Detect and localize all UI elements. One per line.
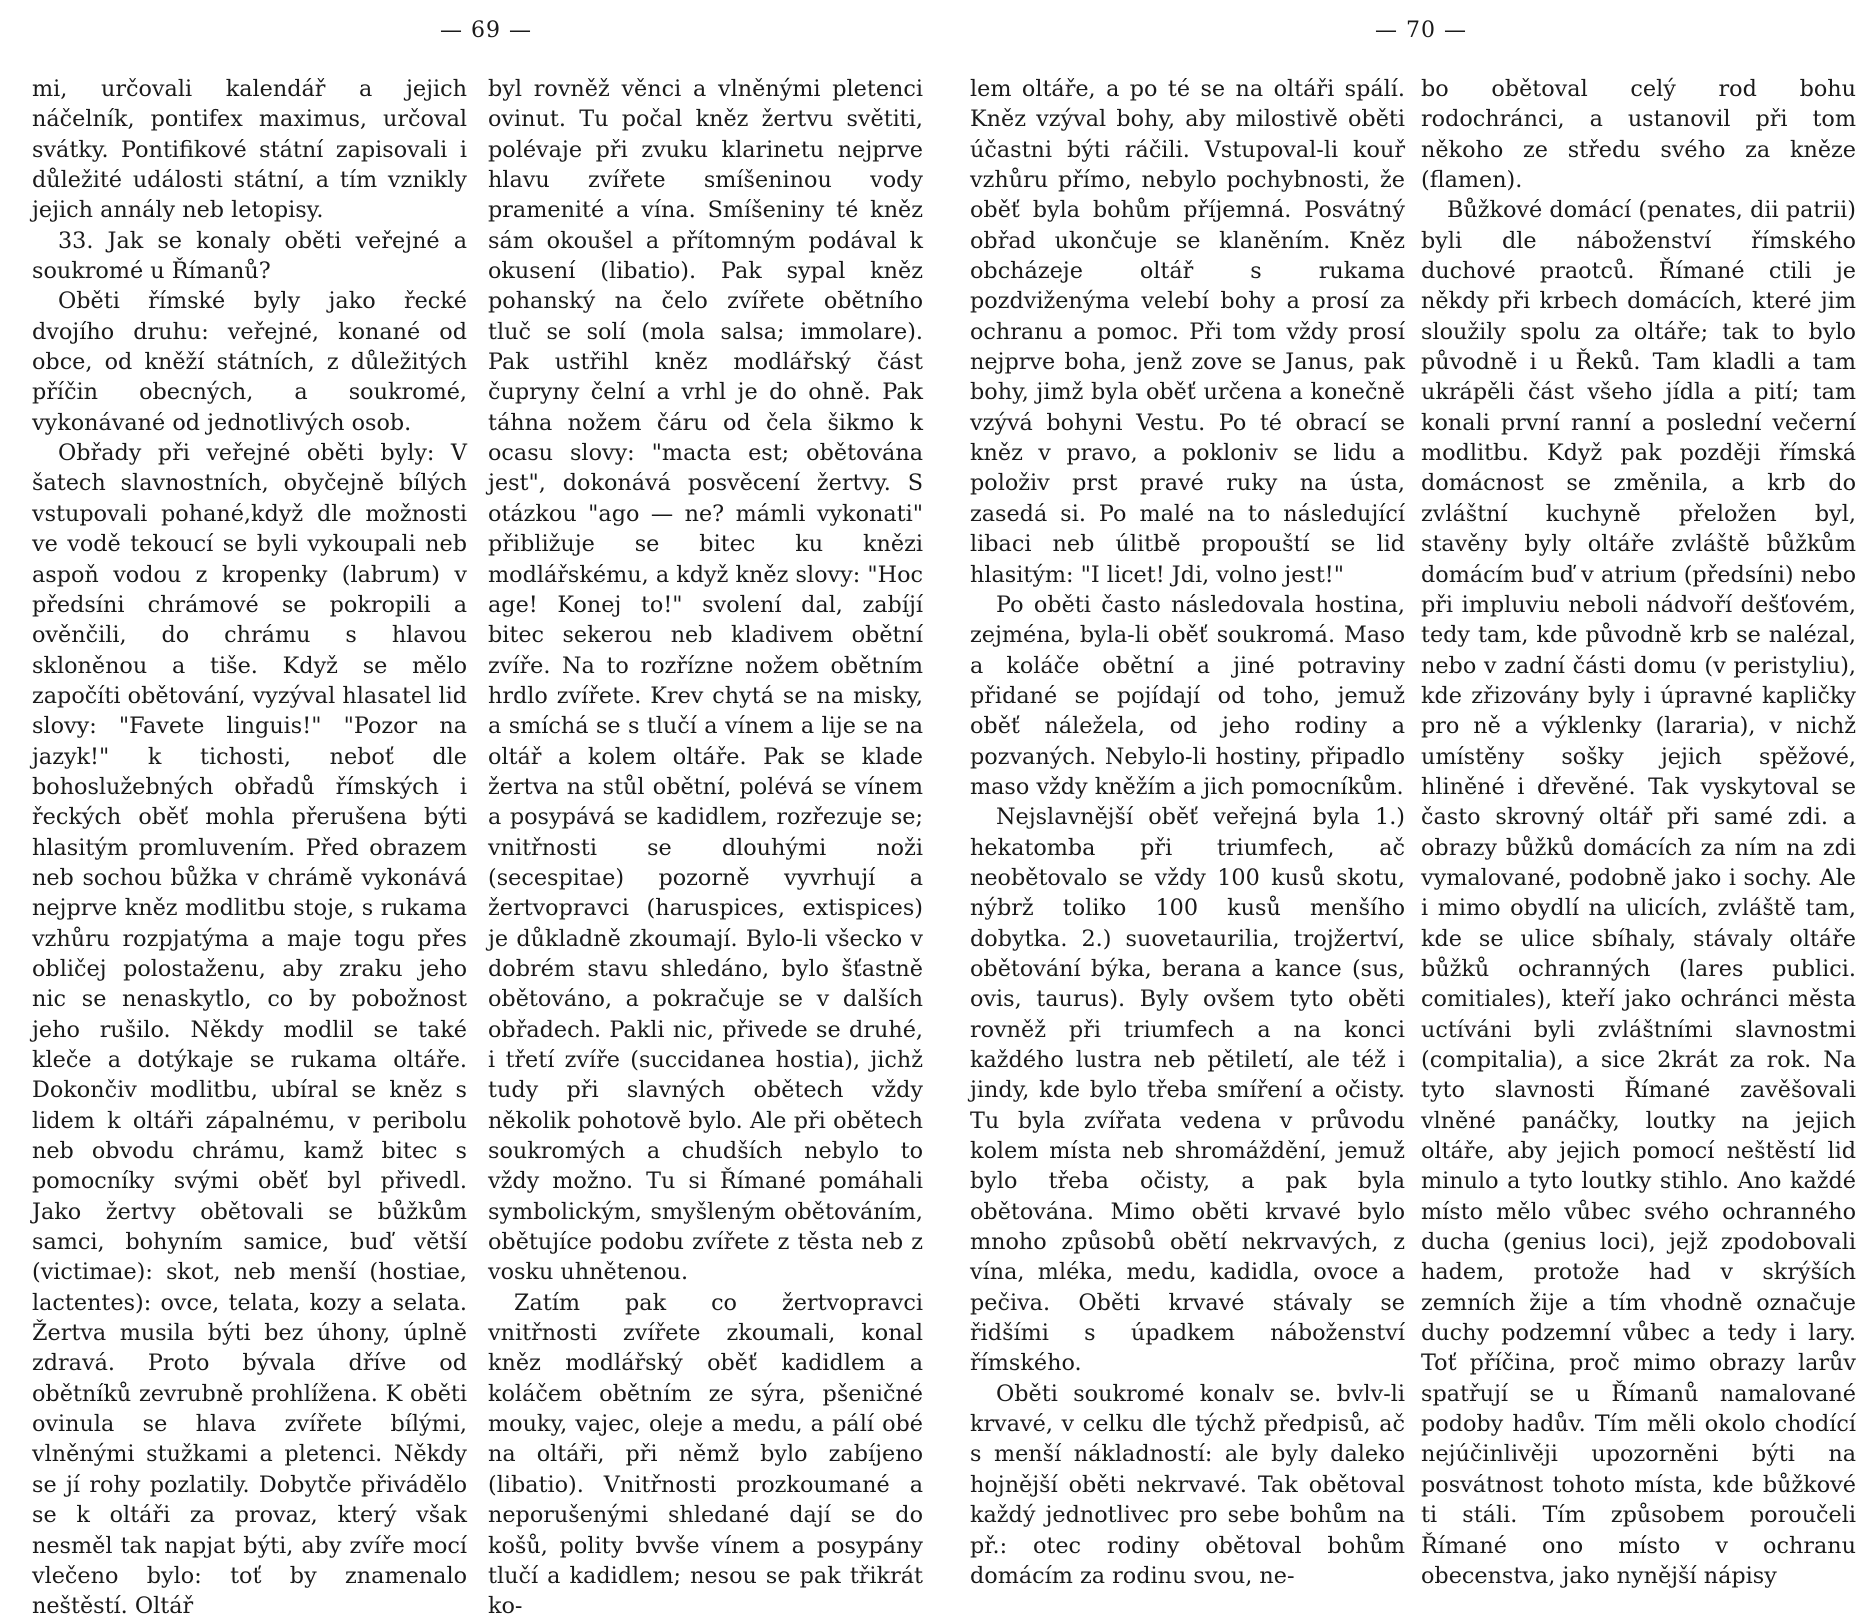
page-number-left: — 69 — [440,18,532,43]
paragraph: lem oltáře, a po té se na oltáři spálí. Kněz vzýval bohy, aby milostivě oběti účastni býti ráčili. Vstupoval-li kouř vzhůru přímo, nebylo pochybnosti, že oběť byla bohům příjemná. Posvátný obřad ukončuje se klaněním. Kněz obcházeje oltář s rukama pozdviženýma velebí bohy a prosí za ochranu a pomoc. Při tom vždy prosí nejprve boha, jenž zove se Janus, pak bohy, jimž byla oběť určena a konečně vzývá bohyni Vestu. Po té obrací se kněz v pravo, a pokloniv se lidu a položiv prst pravé ruky na ústa, zasedá si. Po malé na to následující libaci neb úlitbě propouští se lid hlasitým: "I licet! Jdi, volno jest!" [970,76,1405,588]
text-column-3 [970,74,1405,1589]
paragraph: byl rovněž věnci a vlněnými pletenci ovinut. Tu počal kněz žertvu světiti, polévaje při zvuku klarinetu nejprve hlavu zvířete smíšeninou vody pramenité a vína. Smíšeniny té kněz sám okoušel a přítomným podával k okusení (libatio). Pak sypal kněz pohanský na čelo zvířete obětního tluč se solí (mola salsa; immolare). Pak ustřihl kněz modlářský část čupryny čelní a vrhl je do ohně. Pak táhna nožem čáru od čela šikmo k ocasu slovy: "macta est; obětována jest", dokonává posvěcení žertvy. S otázkou "ago — ne? mámli vykonati" přibližuje se bitec ku knězi modlářskému, a když kněz slovy: "Hoc age! Konej to!" svolení dal, zabíjí bitec sekerou neb kladivem obětní zvíře. Na to rozříznе nožem obětním hrdlo zvířete. Krev chytá se na misky, a smíchá se s tlučí a vínem a lije se na oltář a kolem oltáře. Pak se klade žertva na stůl obětní, polévá se vínem a posypává se kadidlem, rozřezuje se; vnitřnosti se dlouhými noži (secespitae) pozorně vyvrhují a žertvopravci (haruspices, extispices) je důkladně zkoumají. Bylo-li všecko v dobrém stavu shledáno, bylo šťastně obětováno, a pokračuje se v dalších obřadech. Pakli nic, přivede se druhé, i třetí zvíře (succidanea hostia), jichž tudy při slavných obětech vždy několik pohotově bylo. Ale při obětech soukromých a chudších nebylo to vždy možno. Tu si Římané pomáhali symbolickým, smyšleným obětováním, obětujíce podobu zvířete z těsta neb z vosku uhnětenou. [488,76,923,1286]
text-column-2 [488,74,923,1620]
paragraph: Oběti římské byly jako řecké dvojího druhu: veřejné, konané od obce, od kněží státních, z důležitých příčin obecných, a soukromé, vykonávané od jednotlivých osob. [32,288,467,436]
paragraph: bo obětoval celý rod bohu rodochránci, a ustanovil při tom někoho ze středu svého za kněze (flamen). [1421,76,1856,194]
page-number-right: — 70 — [1375,18,1467,43]
paragraph: Bůžkové domácí (penates, dii patrii) byli dle náboženství římského duchové praotců. Římané ctili je někdy při krbech domácích, které jim sloužily spolu za oltáře; tak to bylo původně i u Řeků. Tam kladli a tam ukrápěli část všeho jídla a pití; tam konali první ranní a poslední večerní modlitbu. Když pak později římská domácnost se změnila, a krb do zvláštní kuchyně přeložen byl, stavěny byly oltáře zvláště bůžkům domácím buď v atrium (předsíni) nebo při impluviu neboli nádvoří dešťovém, tedy tam, kde původně krb se nalézal, nebo v zadní části domu (v peristyliu), kde zřizovány byly i úpravné kapličky pro ně a výklenky (lararia), v nichž umístěny sošky jejich spěžové, hliněné i dřevěné. Tak vyskytoval se často skrovný oltář při samé zdi. a obrazy bůžků domácích za ním na zdi vymalované, podobně jako i sochy. Ale i mimo obydlí na ulicích, zvláště tam, kde se ulice sbíhaly, stávaly oltáře bůžků ochranných (lares publici. comitiales), kteří jako ochránci města uctíváni byli zvláštními slavnostmi (compitalia), a sice 2krát za rok. Na tyto slavnosti Římané zavěšovali vlněné panáčky, loutky na jejich oltáře, aby jejich pomocí neštěstí lid minulo a tyto loutky stihlo. Ano každé místo mělo vůbec svého ochranného ducha (genius loci), jejž zpodobovali hadem, protože had v skrýších zemních žije a tím vhodně označuje duchy podzemní vůbec a tedy i lary. Toť příčina, proč mimo obrazy larův spatřují se u Římanů namalované podoby hadův. Tím měli okolo chodící nejúčinlivěji upozorněni býti na posvátnost tohoto místa, kde bůžkové ti stáli. Tím způsobem poroučeli Římané ono místo v ochranu obecenstva, jako nynější nápisy [1421,197,1856,1589]
section-heading: 33. Jak se konaly oběti veřejné a soukromé u Římanů? [32,227,467,285]
text-column-4 [1421,74,1856,1589]
paragraph: Po oběti často následovala hostina, zejména, byla-li oběť soukromá. Maso a koláče obětní a jiné potraviny přidané se pojídají od toho, jemuž oběť náležela, od jeho rodiny a pozvaných. Nebylo-li hostiny, připadlo maso vždy kněžím a jich pomocníkům. [970,591,1405,800]
text-column-1 [32,74,467,1620]
paragraph: Oběti soukromé konalv se. bvlv-li krvavé, v celku dle týchž předpisů, ač s menší nákladností: ale byly daleko hojnější oběti nekrvavé. Tak obětoval každý jednotlivec pro sebe bohům na př.: otec rodiny obětoval bohům domácím za rodinu svou, ne- [970,1380,1405,1589]
paragraph: Zatím pak co žertvopravci vnitřnosti zvířete zkoumali, konal kněz modlářský oběť kadidlem a koláčem obětním ze sýra, pšeničné mouky, vajec, oleje a medu, a pálí obé na oltáři, při němž bylo zabíjeno (libatio). Vnitřnosti prozkoumané a neporušenými shledané dají se do košů, politу bvvše vínem a posypány tlučí a kadidlem; nesou se pak třikrát ko- [488,1289,923,1620]
paragraph: Nejslavnější oběť veřejná byla 1.) hekatomba při triumfech, ač neobětovalo se vždy 100 kusů skotu, nýbrž toliko 100 kusů menšího dobytka. 2.) suovetaurilia, trojžertví, obětování býka, berana a kance (sus, ovis, taurus). Byly ovšem tyto oběti rovněž při triumfech a na konci každého lustra neb pětiletí, ale též i jindy, kde bylo třeba smíření a očisty. Tu byla zvířata vedena v průvodu kolem místa neb shromáždění, jemuž bylo třeba očisty, a pak byla obětována. Mimo oběti krvavé bylo mnoho způsobů obětí nekrvavých, z vína, mléka, medu, kadidla, ovoce a pečiva. Oběti krvavé stávaly se řidšími s úpadkem náboženství římského. [970,804,1405,1377]
paragraph: mi, určovali kalendář a jejich náčelník, pontifex maximus, určoval svátky. Pontifikové státní zapisovali i důležité události státní, a tím vznikly jejich annály neb letopisy. [32,76,467,224]
paragraph: Obřady při veřejné oběti byly: V šatech slavnostních, obyčejně bílých vstupovali pohané,když dle možnosti ve vodě tekoucí se byli vykoupali neb aspoň vodou z kropenky (labrum) v předsíni chrámové se pokropili a ověnčili, do chrámu s hlavou skloněnou a tiše. Když se mělo započíti obětování, vyzýval hlasatel lid slovy: "Favete linguis!" "Pozor na jazyk!" k tichosti, neboť dle bohoslužebných obřadů římských i řeckých oběť mohla přerušena býti hlasitým promluvením. Před obrazem neb sochou bůžka v chrámě vykonává nejprve kněz modlitbu stoje, s rukama vzhůru rozpjatýma a maje togu přes obličej polostaženu, aby zraku jeho nic se nenaskytlo, co by pobožnost jeho rušilo. Někdy modlil se také kleče a dotýkaje se rukama oltáře. Dokončiv modlitbu, ubíral se kněz s lidem k oltáři zápalnému, v peribolu neb obvodu chrámu, kamž bitec s pomocníky svými oběť byl přivedl. Jako žertvy obětovali se bůžkům samci, bohyním samice, buď větší (victimae): skot, neb menší (hostiae, lactentes): ovce, telata, kozy a selata. Žertva musila býti bez úhony, úplně zdravá. Proto bývala dříve od obětníků zevrubně prohlížena. K oběti ovinula se hlava zvířete bílými, vlněnými stužkami a pletenci. Někdy se jí rohy pozlatily. Dobytče přivádělo se k oltáři za provaz, který však nesměl tak napjat býti, aby zvíře mocí vlečeno bylo: toť by znamenalo neštěstí. Oltář [32,440,467,1620]
